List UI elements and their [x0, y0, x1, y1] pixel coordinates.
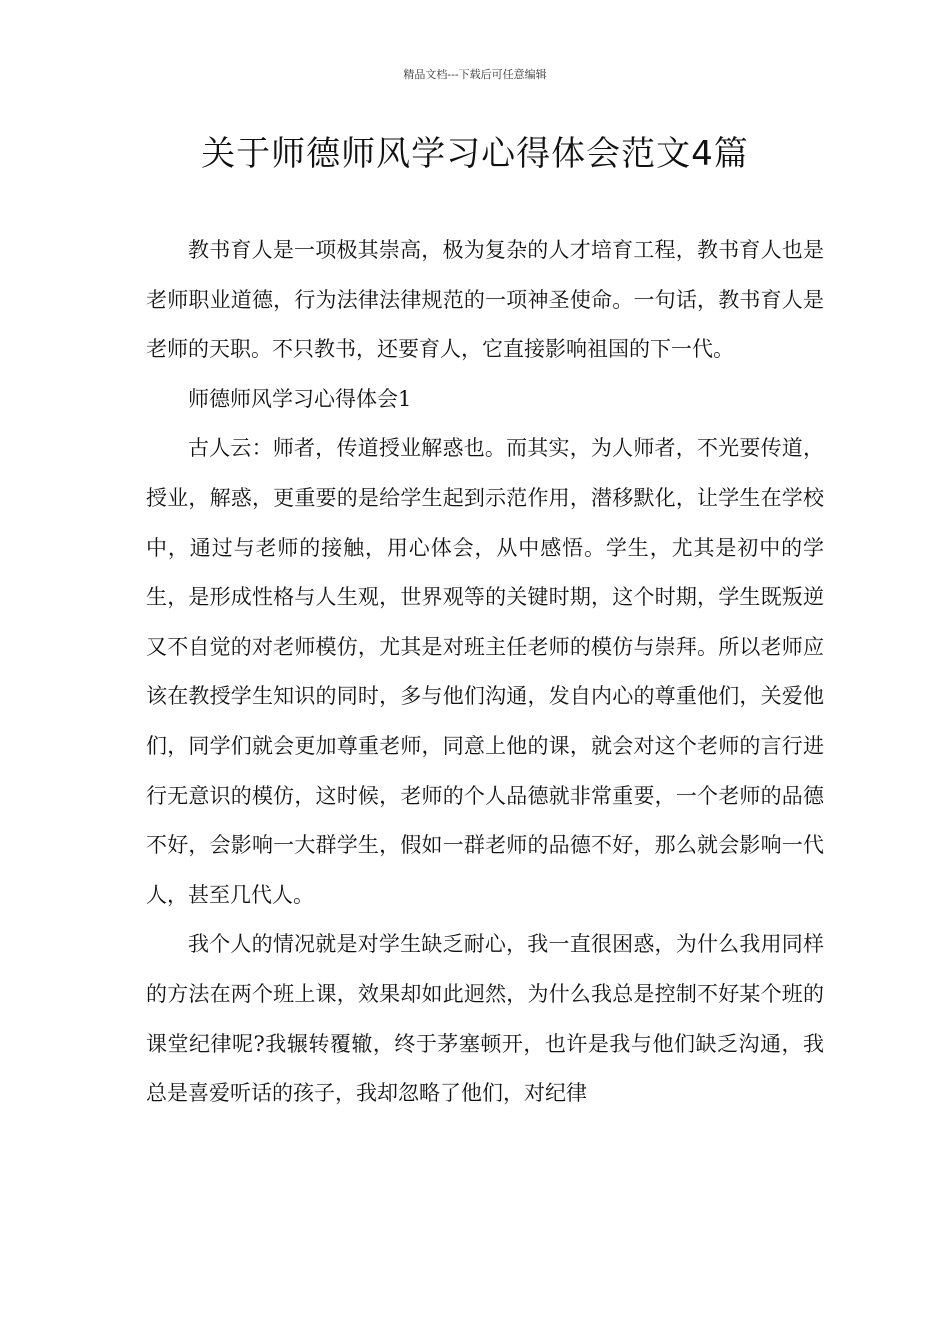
body-paragraph: 我个人的情况就是对学生缺乏耐心，我一直很困惑，为什么我用同样的方法在两个班上课，效果却如此迥然，为什么我总是控制不好某个班的课堂纪律呢?我辗转覆辙，终于茅塞顿开，也许是我与他们缺乏沟通，我总是喜爱听话的孩子，我却忽略了他们，对纪律	[146, 932, 824, 1106]
document-body	[146, 226, 824, 1119]
body-paragraph: 古人云：师者，传道授业解惑也。而其实，为人师者，不光要传道，授业，解惑，更重要的是给学生起到示范作用，潜移默化，让学生在学校中，通过与老师的接触，用心体会，从中感悟。学生，尤其是初中的学生，是形成性格与人生观，世界观等的关键时期，这个时期，学生既叛逆又不自觉的对老师模仿，尤其是对班主任老师的模仿与崇拜。所以老师应该在教授学生知识的同时，多与他们沟通，发自内心的尊重他们，关爱他们，同学们就会更加尊重老师，同意上他的课，就会对这个老师的言行进行无意识的模仿，这时候，老师的个人品德就非常重要，一个老师的品德不好，会影响一大群学生，假如一群老师的品德不好，那么就会影响一代人，甚至几代人。	[146, 436, 824, 907]
section-heading: 师德师风学习心得体会1	[188, 386, 412, 411]
intro-paragraph: 教书育人是一项极其崇高，极为复杂的人才培育工程，教书育人也是老师职业道德，行为法律法律规范的一项神圣使命。一句话，教书育人是老师的天职。不只教书，还要育人，它直接影响祖国的下一代。	[146, 238, 824, 362]
document-title: 关于师德师风学习心得体会范文4篇	[201, 134, 749, 174]
page-header-note: 精品文档---下载后可任意编辑	[403, 68, 547, 81]
